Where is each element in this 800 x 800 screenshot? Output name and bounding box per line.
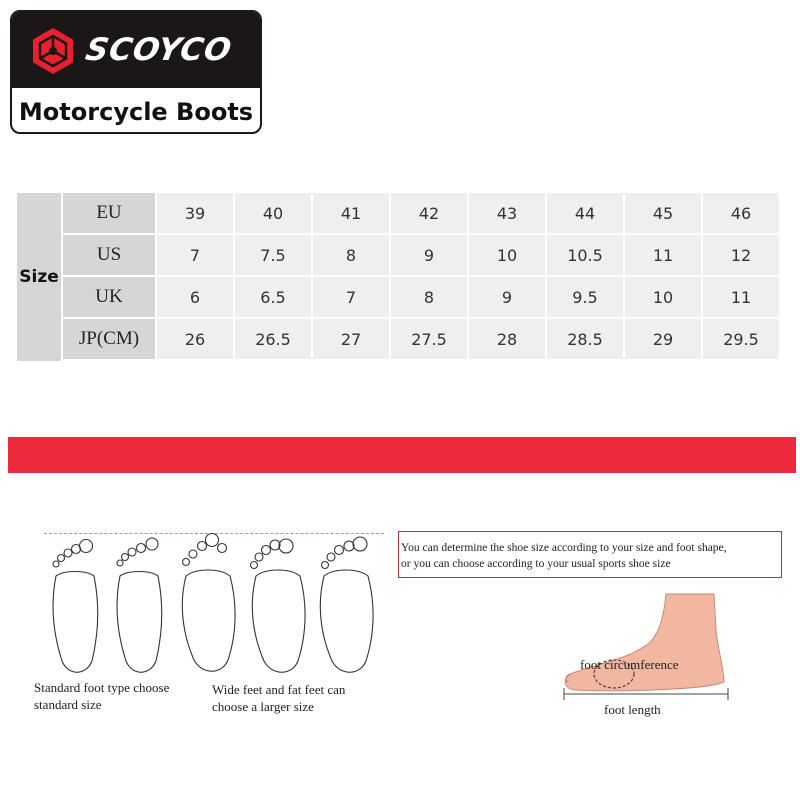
size-cell: 29.5 (703, 319, 779, 359)
size-cell: 28.5 (547, 319, 623, 359)
size-system-label: UK (63, 277, 155, 317)
size-row-jpcm (63, 319, 781, 359)
size-cell: 29 (625, 319, 701, 359)
product-title: Motorcycle Boots (18, 98, 254, 126)
red-divider-band (8, 437, 796, 473)
sizing-note-box (398, 531, 782, 578)
size-cell: 46 (703, 193, 779, 233)
brand-logo-bar (12, 12, 260, 88)
size-cell: 11 (703, 277, 779, 317)
size-cell: 12 (703, 235, 779, 275)
size-system-label: US (63, 235, 155, 275)
size-cell: 39 (157, 193, 233, 233)
foot-wide-3-icon (320, 537, 373, 672)
wide-foot-caption: Wide feet and fat feet can choose a larger size (212, 682, 346, 714)
size-cell: 44 (547, 193, 623, 233)
brand-name: SCOYCO (82, 32, 235, 68)
size-cell: 45 (625, 193, 701, 233)
foot-shapes-illustration (34, 528, 384, 678)
size-cell: 10 (625, 277, 701, 317)
size-cell: 27 (313, 319, 389, 359)
size-row-label: Size (17, 193, 61, 361)
foot-wide-1-icon (182, 534, 235, 672)
size-cell: 28 (469, 319, 545, 359)
size-cell: 40 (235, 193, 311, 233)
sizing-note-line-2: or you can choose according to your usual sports shoe size (401, 558, 671, 570)
foot-wide-2-icon (251, 539, 306, 672)
size-cell: 11 (625, 235, 701, 275)
size-cell: 26.5 (235, 319, 311, 359)
size-chart-table (17, 193, 781, 361)
size-cell: 6.5 (235, 277, 311, 317)
foot-measurement-illustration (556, 590, 736, 710)
size-row-us (63, 235, 781, 275)
foot-standard-1-icon (53, 540, 98, 673)
size-system-label: JP(CM) (63, 319, 155, 359)
size-cell: 8 (313, 235, 389, 275)
size-cell: 10.5 (547, 235, 623, 275)
size-cell: 43 (469, 193, 545, 233)
standard-foot-caption: Standard foot type choose standard size (34, 680, 170, 712)
size-cell: 41 (313, 193, 389, 233)
foot-length-label: foot length (604, 702, 661, 717)
size-cell: 7.5 (235, 235, 311, 275)
brand-badge (10, 10, 262, 134)
size-cell: 9.5 (547, 277, 623, 317)
sizing-note-line-1: You can determine the shoe size according to your size and foot shape, (401, 542, 727, 554)
brand-logo-icon (28, 26, 78, 76)
foot-circumference-label: foot circumference (580, 657, 679, 672)
size-cell: 27.5 (391, 319, 467, 359)
size-cell: 9 (391, 235, 467, 275)
size-cell: 6 (157, 277, 233, 317)
size-cell: 7 (157, 235, 233, 275)
size-cell: 9 (469, 277, 545, 317)
size-cell: 42 (391, 193, 467, 233)
size-system-label: EU (63, 193, 155, 233)
size-cell: 8 (391, 277, 467, 317)
size-row-uk (63, 277, 781, 317)
size-row-eu (63, 193, 781, 233)
size-cell: 26 (157, 319, 233, 359)
foot-standard-2-icon (117, 538, 162, 672)
size-cell: 10 (469, 235, 545, 275)
size-cell: 7 (313, 277, 389, 317)
